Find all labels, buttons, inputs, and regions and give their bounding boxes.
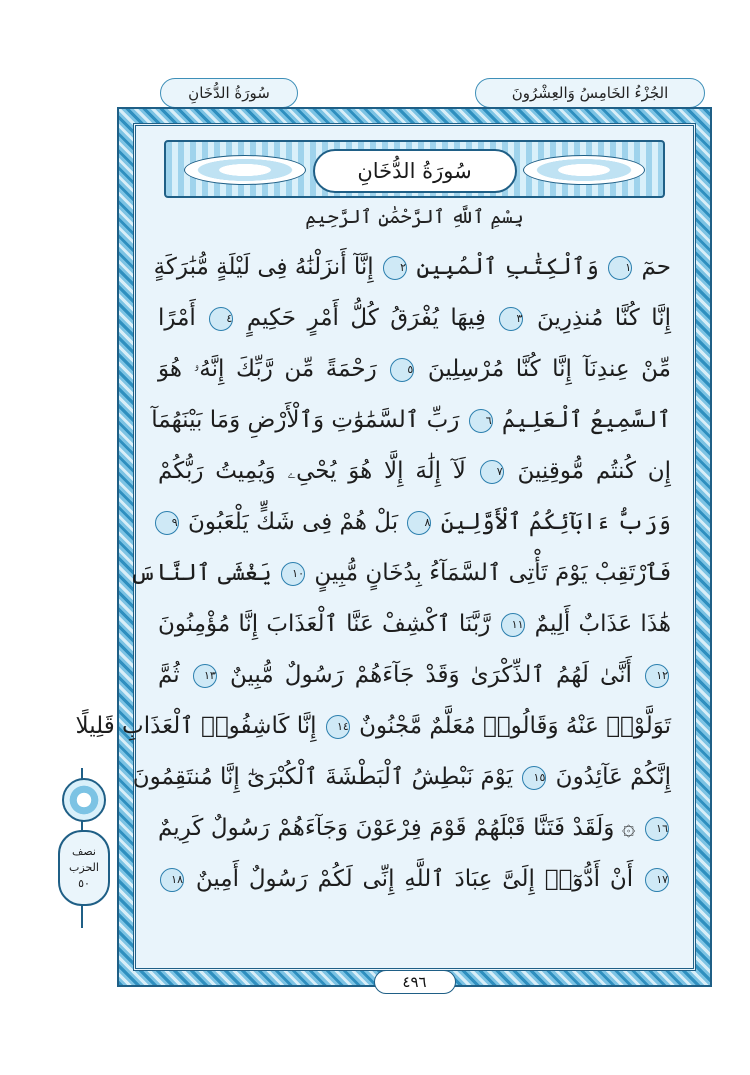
ayah-number-marker: ٣ (499, 307, 523, 331)
verse-text: إِنَّكُمْ عَآئِدُونَ (555, 764, 671, 790)
surah-name-header (160, 78, 298, 108)
hizb-line3: ٥٠ (78, 877, 90, 890)
verse-line (153, 242, 671, 293)
ayah-number-marker: ٧ (480, 460, 504, 484)
verse-line (132, 752, 671, 803)
verse-text: رَحْمَةً مِّن رَّبِّكَ إِنَّهُۥ هُوَ (158, 356, 377, 382)
verse-text: بَلْ هُمْ فِى شَكٍّ يَلْعَبُونَ (187, 509, 399, 535)
verse-line (158, 497, 671, 548)
verse-line (158, 344, 671, 395)
ayah-number-marker: ١١ (501, 613, 525, 637)
ayah-number-marker: ١ (608, 256, 632, 280)
hizb-line2: الحزب (69, 861, 99, 874)
verse-text: إِن كُنتُم مُّوقِنِينَ (517, 458, 671, 484)
verse-line (158, 650, 671, 701)
verse-text: رَبِّ ٱلسَّمَٰوَٰتِ وَٱلْأَرْضِ وَمَا بَيْنَهُمَآ (151, 407, 460, 433)
verse-text: إِنَّا كُنَّا مُنذِرِينَ (536, 305, 672, 331)
ayah-number-marker: ١٢ (645, 664, 669, 688)
ayah-number-marker: ١٠ (281, 562, 305, 586)
ayah-number-marker: ٦ (469, 409, 493, 433)
page-number: ٤٩٦ (374, 970, 456, 994)
ayah-number-marker: ٥ (390, 358, 414, 382)
verse-text: فَٱرْتَقِبْ يَوْمَ تَأْتِى ٱلسَّمَآءُ بِدُخَانٍ مُّبِينٍ (314, 560, 671, 586)
verse-text: لَآ إِلَٰهَ إِلَّا هُوَ يُحْىِۦ وَيُمِيتُ رَبُّكُمْ (158, 458, 466, 484)
ayah-number-marker: ٢ (383, 256, 407, 280)
verse-line (158, 803, 671, 854)
ayah-number-marker: ١٥ (522, 766, 546, 790)
verse-text: هَٰذَا عَذَابٌ أَلِيمٌ (534, 611, 672, 637)
surah-name-text: سُورَةُ الدُّخَانِ (188, 84, 270, 102)
verse-text: مِّنْ عِندِنَآ إِنَّا كُنَّا مُرْسِلِينَ (427, 356, 672, 382)
ornament-left-icon (184, 155, 306, 185)
verse-text: ثُمَّ (158, 662, 180, 688)
verse-text: يَوْمَ نَبْطِشُ ٱلْبَطْشَةَ ٱلْكُبْرَىٰٓ إِنَّا مُنتَقِمُونَ (132, 764, 514, 790)
ayah-number-marker: ١٣ (193, 664, 217, 688)
surah-title: سُورَةُ الدُّخَانِ (313, 149, 517, 193)
verse-text: أَنَّىٰ لَهُمُ ٱلذِّكْرَىٰ وَقَدْ جَآءَهُمْ رَسُولٌ مُّبِينٌ (229, 662, 632, 688)
juz-name-text: الجُزْءُ الخَامِسُ وَالعِشْرُونَ (511, 84, 669, 102)
ayah-number-marker: ١٨ (160, 868, 184, 892)
verse-text: ٱلسَّمِيعُ ٱلْعَلِيمُ (501, 407, 671, 433)
verse-line (129, 548, 671, 599)
verse-text: حمٓ (641, 254, 671, 280)
ayah-number-marker: ١٤ (326, 715, 350, 739)
verse-line (158, 854, 671, 905)
hizb-marker (54, 768, 110, 928)
verse-text: تَوَلَّوْا۟ عَنْهُ وَقَالُوا۟ مُعَلَّمٌ مَّجْنُونٌ (359, 713, 671, 739)
verse-text: فِيهَا يُفْرَقُ كُلُّ أَمْرٍ حَكِيمٍ (246, 305, 486, 331)
verse-text: إِنَّا كَاشِفُوا۟ ٱلْعَذَابِ قَلِيلًا (75, 713, 317, 739)
juz-name-header (475, 78, 705, 108)
verse-text: وَٱلْكِتَٰبِ ٱلْمُبِينِ (416, 254, 599, 280)
verse-text: ۞ وَلَقَدْ فَتَنَّا قَبْلَهُمْ قَوْمَ فِرْعَوْنَ وَجَآءَهُمْ رَسُولٌ كَرِيمٌ (158, 815, 636, 841)
verse-text: رَّبَّنَا ٱكْشِفْ عَنَّا ٱلْعَذَابَ إِنَّا مُؤْمِنُونَ (158, 611, 491, 637)
ayah-number-marker: ٤ (209, 307, 233, 331)
verse-text: يَغْشَى ٱلنَّاسَ (129, 560, 272, 586)
rosette-icon (62, 778, 106, 822)
verse-text: أَنْ أَدُّوٓا۟ إِلَىَّ عِبَادَ ٱللَّهِ إِنِّى لَكُمْ رَسُولٌ أَمِينٌ (195, 866, 634, 892)
verse-text: وَرَبُّ ءَابَآئِكُمُ ٱلْأَوَّلِينَ (440, 509, 671, 535)
ayah-number-marker: ١٧ (645, 868, 669, 892)
surah-title-bar (164, 140, 665, 198)
basmala: بِسْمِ ٱللَّهِ ٱلرَّحْمَٰنِ ٱلرَّحِيمِ (305, 206, 524, 228)
ayah-number-marker: ١٦ (645, 817, 669, 841)
verse-line (158, 599, 671, 650)
hizb-line1: نصف (72, 845, 96, 858)
ayah-number-marker: ٩ (155, 511, 179, 535)
verse-text: أَمْرًا (158, 305, 196, 331)
verse-text: إِنَّآ أَنزَلْنَٰهُ فِى لَيْلَةٍ مُّبَٰرَكَةٍ (153, 254, 374, 280)
verse-line (151, 395, 671, 446)
hizb-oval (58, 830, 110, 906)
verse-line (158, 293, 671, 344)
ayah-number-marker: ٨ (407, 511, 431, 535)
ornament-right-icon (523, 155, 645, 185)
verse-line (158, 446, 671, 497)
verse-line (75, 701, 671, 752)
